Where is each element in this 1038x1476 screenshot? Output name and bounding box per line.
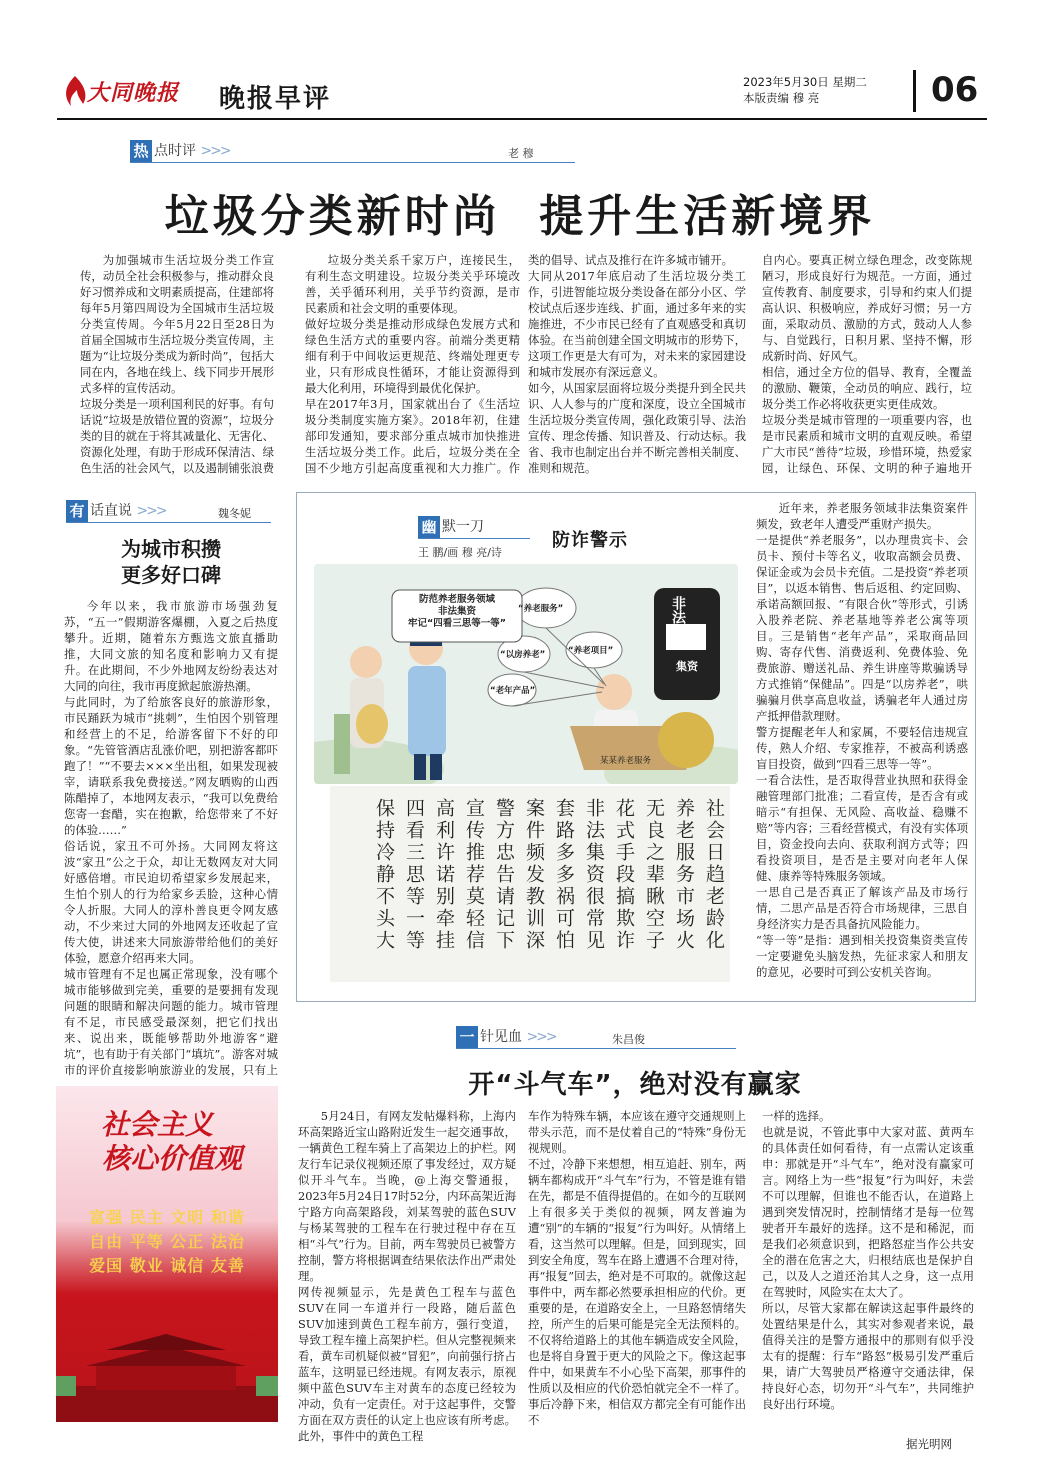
needle-kicker-text: [480, 1026, 556, 1048]
hot-comment-title: 垃圾分类新时尚 提升生活新境界: [164, 191, 876, 242]
page-number: 06: [931, 70, 979, 110]
needle-title: 开“斗气车”，绝对没有赢家: [468, 1070, 802, 1100]
needle-col-1: [298, 1108, 516, 1454]
poster-title-line-1: 社会主义: [100, 1108, 213, 1141]
hot-comment-col-3: [528, 252, 746, 476]
hot-comment-col-2: [305, 252, 520, 476]
chevron-right-icon: >>>: [526, 1029, 556, 1045]
straight-talk-body-text: 今年以来，我市旅游市场强劲复苏，“五一”假期游客爆棚，入夏之后热度攀升。近期，随着东方甄选文旅直播助推，大同文旅的知名度和影响力又有提升。在此期间，不少外地网友纷纷表达对大同的向往，我市再度掀起旅游热潮。 与此同时，为了给旅客良好的旅游形象，市民踊跃为城市“挑刺”，生怕因个别管理和经营上的不足，给游客留下不好的印象。“先管管酒店乱涨价吧，别把游客都吓跑了！”“不要去×××坐出租，如果发现被宰，请联系我免费接送。”网友晒购的山西陈醋掉了，本地网友表示，“我可以免费给您寄一套醋，实在抱歉，给您带来了不好的体验……” 俗话说，家丑不可外扬。大同网友将这波“家丑”公之于众，却让无数网友对大同好感倍增。市民迫切希望家乡发展起来，生怕个别人的行为给家乡丢脸，这种心情令人折服。大同人的淳朴善良更令网友感动，不少来过大同的外地网友还收起了宣传大使，讲述来大同旅游带给他们的美好体验，愿意介绍再来大同。 城市管理有不足也属正常现象，没有哪个城市能够做到完美，重要的是要拥有发现问题的眼睛和解决问题的能力。城市管理有不足，市民感受最深刻，把它们找出来、说出来，既能够帮助外地游客“避坑”，也有助于有关部门“填坑”。游客对城市的评价直接影响旅游业的发展，只有上: [64, 599, 278, 1077]
needle-rule: [456, 1048, 736, 1049]
humor-side-text: [756, 500, 968, 994]
poem-line-12: 保持冷静不头大: [373, 798, 395, 952]
hot-comment-kicker-label: 点时评: [154, 143, 196, 159]
straight-talk-title-line-1: 为城市积攒: [121, 537, 221, 561]
poem: [344, 798, 724, 976]
poem-line-10: 高利许诺别牵挂: [433, 798, 455, 952]
hot-comment-col-3-text: 类的倡导、试点及推行在许多城市铺开。 大同从2017年底启动了生活垃圾分类工作，引进智能垃圾分类设备在部分小区、学校试点后逐步连线、扩面，通过多年来的实施推进，不少市民已经有了直观感受和真切体验。在当前创建全国文明城市的形势下，这项工作更是大有可为，对未来的家园建设和城市发展亦有深远意义。 如今，从国家层面将垃圾分类提升到全民共识、人人参与的广度和深度，设立全国城市生活垃圾分类宣传周，强化政策引导、法治宣传、理念传播、知识普及、行动达标。我省、我市也制定出台并不断完善相关制度、准则和规范。: [528, 253, 746, 475]
tiananmen-illustration: [56, 1326, 278, 1422]
hot-comment-col-1: [80, 252, 274, 476]
core-values-poster: [56, 1086, 278, 1422]
straight-talk-author: 魏冬妮: [218, 507, 251, 520]
cartoon-bubble-3: “养老项目”: [568, 646, 614, 656]
hot-comment-kicker-box: 热: [130, 140, 152, 162]
cartoon-board: [394, 594, 520, 630]
straight-talk-title: [66, 536, 276, 588]
poem-line-4: 花式手段搞欺诈: [613, 798, 635, 952]
needle-kicker-box: 一: [456, 1026, 478, 1048]
humor-kicker-box: 幽: [418, 516, 440, 538]
hot-comment-col-2-text: 垃圾分类关系千家万户，连接民生，有利生态文明建设。垃圾分类关乎环境改善，关乎循环利用，关乎节约资源，是市民素质和社会文明的重要体现。 做好垃圾分类是推动形成绿色发展方式和绿色生活方式的重要内容。前端分类更精细有利于中间收运更规范、终端处理更专业，只有形成良性循环，才能让资源得到最大化利用，环境得到最优化保护。 早在2017年3月，国家就出台了《生活垃圾分类制度实施方案》。2018年初，住建部印发通知，要求部分重点城市加快推进生活垃圾分类工作。此后，垃圾分类在全国不少地方引起高度重视和大力推广。作: [305, 253, 520, 475]
straight-talk-body: [64, 598, 278, 1080]
cartoon-sign-top: 非法: [670, 596, 686, 624]
cartoon-board-line: 牢记“四看三思等一等”: [408, 618, 506, 629]
needle-col-2-text: 车作为特殊车辆，本应该在遵守交通规则上带头示范，而不是仗着自己的“特殊”身份无视规则。 不过，冷静下来想想，相互追赶、别车，两辆车都构成开“斗气车”行为，不管是谁有错在先，都是不值得提倡的。在如今的互联网上有很多关于类似的视频，网友普遍为遭“别”的车辆的“报复”行为叫好。从情绪上看，这当然可以理解。但是，回到现实，回到安全角度，驾车在路上遭遇不合理对待，再“报复”回去，绝对是不可取的。就像这起事件中，两车都必然要承担相应的代价。更重要的是，在道路安全上，一旦路怒情绪失控，所产生的后果可能是完全无法预料的。不仅将给道路上的其他车辆造成安全风险，也是将自身置于更大的风险之下。像这起事件中，如果黄车不小心坠下高架，那事件的性质以及相应的代价恐怕就完全不一样了。事后冷静下来，相信双方都完全有可能作出不: [528, 1109, 746, 1427]
humor-credits: 王 鹏/画 穆 亮/诗: [418, 546, 502, 559]
poem-line-7: 案件频发教训深: [523, 798, 545, 952]
cartoon-bubble-4: “老年产品”: [490, 686, 536, 696]
needle-source: 据光明网: [906, 1437, 952, 1451]
poem-line-5: 非法集资很常见: [583, 798, 605, 952]
poster-title: [56, 1108, 278, 1176]
needle-col-3-text: 一样的选择。 也就是说，不管此事中大家对蓝、黄两车的具体责任如何看待，有一点需认定该重申：那就是开“斗气车”，绝对没有赢家可言。网络上为一些“报复”行为叫好，未尝不可以理解，但谁也不能否认，在道路上遇到突发情况时，控制情绪才是每一位驾驶者开车最好的选择。这不是和稀泥，而是我们必须意识到，把路怒症当作公共安全的潜在危害之大，归根结底也是保护自己，以及人之道还治其人之身，这一点用在驾驶时，风险实在太大了。 所以，尽管大家都在解读这起事件最终的处置结果是什么，其实对参观者来说，最值得关注的是警方通报中的那则有似乎没太有的提醒：行车“路怒”极易引发严重后果，请广大驾驶员严格遵守交通法律，保持良好心态，切勿开“斗气车”，共同维护良好出行环境。: [762, 1109, 974, 1411]
needle-col-3: [762, 1108, 974, 1432]
poster-title-line-2: 核心价值观: [101, 1142, 242, 1175]
humor-rule: [418, 538, 530, 539]
humor-kicker-label: 默一刀: [442, 519, 484, 535]
flame-logo-icon: [61, 74, 87, 108]
poem-line-6: 套路多多祸可怕: [553, 798, 575, 952]
straight-talk-rule: [66, 522, 271, 523]
hot-comment-kicker-text: [154, 140, 230, 162]
cartoon-bubble-1: “养老服务”: [518, 604, 564, 614]
cartoon-board-sub: 非法集资: [437, 606, 476, 617]
poster-values-row-1: 富强 民主 文明 和谐: [89, 1208, 245, 1227]
section-name: 晚报早评: [219, 84, 332, 114]
humor-side-text-body: 近年来，养老服务领域非法集资案件频发，致老年人遭受严重财产损失。 一是提供“养老服务”，以办理贵宾卡、会员卡、预付卡等名义，收取高额会员费、保证金或为会员卡充值。二是投资“养老项目”，以返本销售、售后返租、约定回购、承诺高额回报、“有限合伙”等形式，引诱入股养老院、养老基地等养老公寓等项目。三是销售“老年产品”，采取商品回购、寄存代售、消费返利、免费体验、免费旅游、赠送礼品、养生讲座等欺骗诱导方式推销“保健品”。四是“以房养老”，哄骗骗月供享高息收益，诱骗老年人通过房产抵押借款理财。 警方提醒老年人和家属，不要轻信违规宣传，熟人介绍、专家推荐，不被高利诱惑盲目投资，做到“四看三思等一等”。 一看合法性，是否取得营业执照和获得金融管理部门批准；二看宣传，是否含有或暗示“有担保、无风险、高收益、稳赚不赔”等内容；三看经营模式，有没有实体项目，资金投向去向、获取利润方式等；四看投资项目，是否是主要对向老年人保健、康养等特殊服务领域。 一思自己是否真正了解该产品及市场行情，二思产品是否符合市场规律，三思自身经济实力是否具备抗风险能力。 “等一等”是指：遇到相关投资集资类宣传一定要避免头脑发热，先征求家人和朋友的意见，必要时可到公安机关咨询。: [756, 501, 968, 979]
poem-line-9: 宣传推荐莫轻信: [463, 798, 485, 952]
hot-comment-author: 老 穆: [508, 147, 534, 160]
header-rule: [57, 118, 987, 120]
hot-comment-col-4: [762, 252, 972, 476]
poem-line-1: 社会日趋老龄化: [703, 798, 725, 952]
poem-line-3: 无良之辈瞅空子: [643, 798, 665, 952]
straight-talk-kicker-text: [90, 500, 166, 522]
chevron-right-icon: >>>: [136, 503, 166, 519]
humor-title: 防诈警示: [552, 530, 628, 551]
masthead: [57, 68, 987, 120]
needle-kicker-label: 针见血: [480, 1029, 522, 1045]
poster-values-row-3: 爱国 敬业 诚信 友善: [89, 1256, 245, 1275]
poster-values: [56, 1206, 278, 1278]
issue-date: 2023年5月30日 星期二: [743, 75, 867, 89]
hot-comment-rule: [130, 162, 575, 163]
cartoon-bubble-2: “以房养老”: [500, 650, 546, 660]
straight-talk-title-line-2: 更多好口碑: [121, 563, 221, 587]
hot-comment-col-4-text: 自内心。要真正树立绿色理念，改变陈规陋习，形成良好行为规范。一方面，通过宣传教育、制度要求，引导和约束人们提高认识、积极响应，养成好习惯；另一方面，采取动员、激励的方式，鼓动人人参与、自觉践行，日积月累、坚持不懈，形成新时尚、好风气。 相信，通过全方位的倡导、教育，全覆盖的激励、鞭策，全动员的响应、践行，垃圾分类工作必将收获更实更佳成效。 垃圾分类是城市管理的一项重要内容，也是市民素质和城市文明的直观反映。希望广大市民“善待”垃圾，珍惜环境，热爱家园，让绿色、环保、文明的种子遍地开: [762, 253, 972, 475]
poem-line-2: 养老服务市场火: [673, 798, 695, 952]
straight-talk-kicker-label: 话直说: [90, 503, 132, 519]
header-divider: [913, 70, 916, 112]
straight-talk-kicker-box: 有: [66, 500, 88, 522]
poem-line-11: 四看三思等一等: [403, 798, 425, 952]
page-editor: 本版责编 穆 亮: [743, 91, 820, 105]
needle-col-1-text: 5月24日，有网友发帖爆料称，上海内环高架路近宝山路附近发生一起交通事故，一辆黄色工程车骑上了高架边上的护栏。网友行车记录仪视频还原了事发经过，双方疑似开斗气车。当晚，@上海交警通报，2023年5月24日17时52分，内环高架近海宁路方向高架路段，刘某驾驶的蓝色SUV与杨某驾驶的工程车在行驶过程中存在互相“斗气”行为。目前，两车驾驶员已被警方控制，警方将根据调查结果依法作出严肃处理。 网传视频显示，先是黄色工程车与蓝色SUV在同一车道并行一段路，随后蓝色SUV加速到黄色工程车前方，强行变道，导致工程车撞上高架护栏。但从完整视频来看，黄车司机疑似被“冒犯”，向前强行挤占蓝车，这明显已经违规。有网友表示，原视频中蓝色SUV车主对黄车的态度已经较为冲动，负有一定责任。对于这起事件，交警方面在双方责任的认定上也应该有所考虑。此外，事件中的黄色工程: [298, 1109, 516, 1443]
chevron-right-icon: >>>: [200, 143, 230, 159]
hot-comment-col-1-text: 为加强城市生活垃圾分类工作宣传，动员全社会积极参与，推动群众良好习惯养成和文明素质提高，住建部将每年5月第四周设为全国城市生活垃圾分类宣传周。今年5月22日至28日为首届全国城市生活垃圾分类宣传周，主题为“让垃圾分类成为新时尚”，包括大同在内，各地在线上、线下同步开展形式多样的宣传活动。 垃圾分类是一项利国利民的好事。有句话说“垃圾是放错位置的资源”，垃圾分类的目的就在于将其减量化、无害化、资源化处理，有助于形成环保清洁、绿色生活的社会风气，以及遏制铺张浪费: [80, 253, 274, 475]
needle-col-2: [528, 1108, 746, 1454]
cartoon-board-title: 防范养老服务领域: [418, 594, 495, 605]
cartoon-desk: 某某养老服务: [600, 756, 652, 766]
poster-values-row-2: 自由 平等 公正 法治: [89, 1232, 245, 1251]
needle-author: 朱昌俊: [612, 1033, 645, 1046]
poem-line-8: 警方忠告请记下: [493, 798, 515, 952]
cartoon: [314, 564, 738, 784]
newspaper-logo: [57, 68, 185, 114]
cartoon-sign-bottom: 集资: [676, 660, 698, 673]
logo-text: 大同晚报: [87, 80, 180, 106]
